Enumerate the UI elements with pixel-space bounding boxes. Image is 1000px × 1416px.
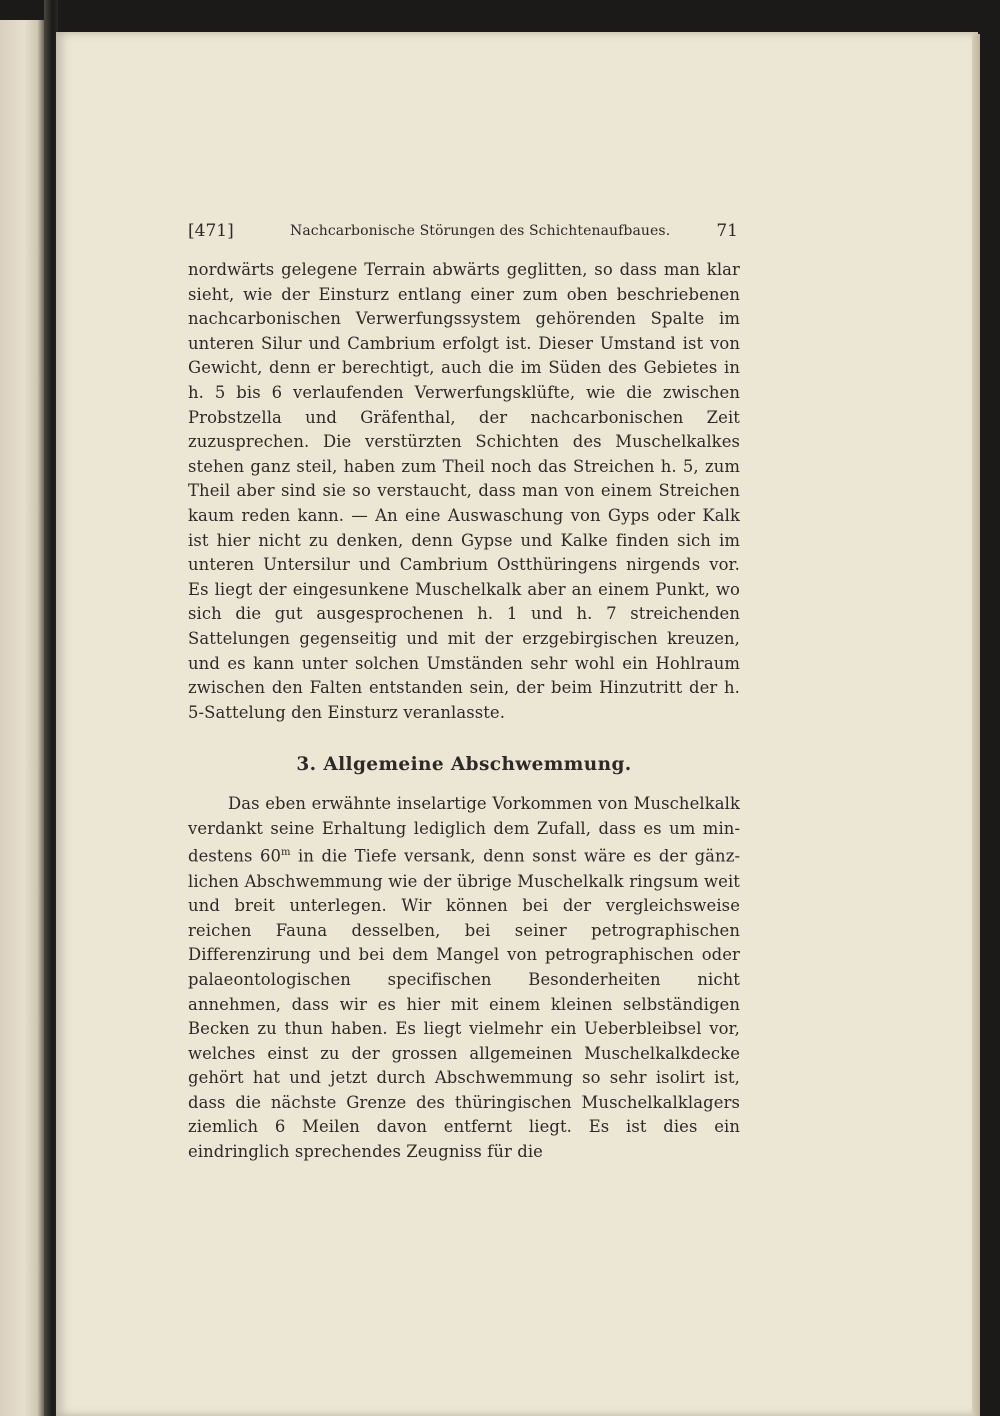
- running-head-title: Nachcarbonische Störungen des Schichtenaufbaues.: [290, 223, 671, 239]
- bracketed-page-number: [471]: [188, 221, 234, 241]
- paragraph-section-3: [188, 792, 740, 1164]
- section-heading: 3. Allgemeine Abschwemmung.: [296, 754, 632, 776]
- unit-superscript: m: [281, 847, 291, 859]
- page-stack-edge: [972, 34, 980, 1416]
- previous-page-edge: [0, 20, 44, 1416]
- paragraph-text-part-2: in die Tiefe versank, denn sonst wäre es der gänzlichen Abschwemmung wie der übrige Muschelkalk ringsum weit und breit unterlegen. Wir können bei der vergleichsweise reichen Fauna desselben, bei seiner petrographischen Differenzirung und bei dem Mangel von petrographischen oder palaeontologischen specifischen Besonderheiten nicht annehmen, dass wir es hier mit einem kleinen selbständigen Becken zu thun haben. Es liegt vielmehr ein Ueberbleibsel vor, welches einst zu der grossen allgemeinen Muschelkalkdecke gehört hat und jetzt durch Abschwemmung so sehr isolirt ist, dass die nächste Grenze des thüringischen Muschelkalklagers ziemlich 6 Meilen davon entfernt liegt. Es ist dies ein eindringlich sprechendes Zeugniss für die: [188, 846, 740, 1162]
- page-number: 71: [716, 221, 738, 241]
- paragraph-text-part-1: Das eben erwähnte inselartige Vorkommen von Muschelkalk verdankt seine Erhaltung lediglich dem Zufall, dass es um mindestens 60: [188, 794, 740, 866]
- running-head: [188, 214, 740, 248]
- paragraph-continuation: nordwärts gelegene Terrain abwärts geglitten, so dass man klar sieht, wie der Einsturz entlang einer zum oben beschriebenen nachcarbonischen Verwerfungssystem gehörenden Spalte im unteren Silur und Cambrium erfolgt ist. Dieser Umstand ist von Gewicht, denn er berechtigt, auch die im Süden des Gebietes in h. 5 bis 6 verlaufenden Verwerfungsklüfte, wie die zwischen Probstzella und Gräfenthal, der nachcarbonischen Zeit zuzusprechen. Die verstürzten Schichten des Muschelkalkes stehen ganz steil, haben zum Theil noch das Streichen h. 5, zum Theil aber sind sie so verstaucht, dass man von einem Streichen kaum reden kann. — An eine Auswaschung von Gyps oder Kalk ist hier nicht zu denken, denn Gypse und Kalke finden sich im unteren Untersilur und Cambrium Ostthüringens nirgends vor. Es liegt der eingesunkene Muschelkalk aber an einem Punkt, wo sich die gut ausgesprochenen h. 1 und h. 7 streichenden Sattelungen gegenseitig und mit der erzgebirgischen kreuzen, und es kann unter solchen Umständen sehr wohl ein Hohlraum zwischen den Falten entstanden sein, der beim Hinzutritt der h. 5-Sattelung den Einsturz veranlasste.: [188, 260, 740, 722]
- page-content: [188, 214, 740, 1165]
